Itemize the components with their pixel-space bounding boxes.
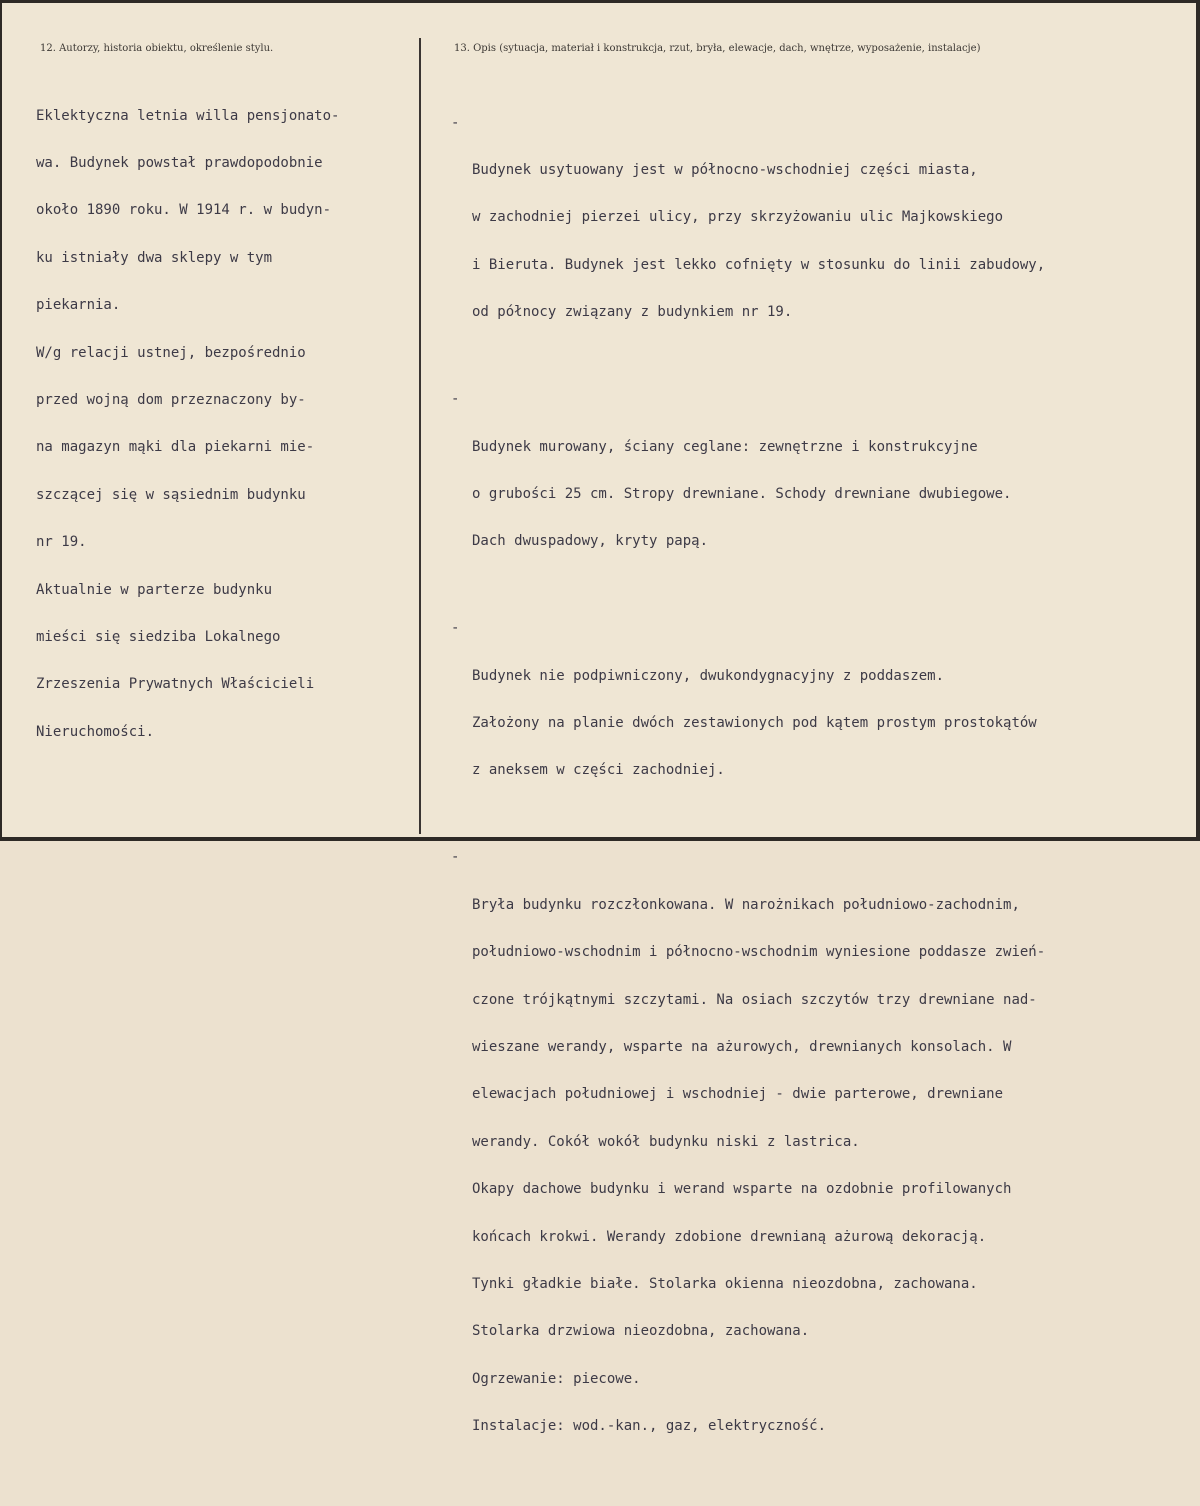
bullet-dash: - [451, 620, 460, 637]
description-line: i Bieruta. Budynek jest lekko cofnięty w stosunku do linii zabudowy, [472, 256, 1046, 273]
page-edge-left [0, 0, 2, 841]
history-text [36, 77, 339, 772]
description-line: z aneksem w części zachodniej. [472, 762, 725, 779]
section-13-header: 13. Opis (sytuacja, materiał i konstrukcja, rzut, bryła, elewacje, dach, wnętrze, wyposażenie, instalacje) [454, 43, 981, 54]
description-line: Budynek nie podpiwniczony, dwukondygnacyjny z poddaszem. [472, 667, 945, 684]
description-line: o grubości 25 cm. Stropy drewniane. Schody drewniane dwubiegowe. [472, 485, 1012, 502]
history-line: Zrzeszenia Prywatnych Właścicieli [36, 676, 315, 693]
description-line: czone trójkątnymi szczytami. Na osiach szczytów trzy drewniane nad- [472, 991, 1037, 1008]
description-line: od północy związany z budynkiem nr 19. [472, 304, 793, 321]
description-line: Budynek usytuowany jest w północno-wschodniej części miasta, [472, 161, 978, 178]
history-line: około 1890 roku. W 1914 r. w budyn- [36, 202, 332, 219]
history-line: Eklektyczna letnia willa pensjonato- [36, 107, 340, 124]
description-line: Tynki gładkie białe. Stolarka okienna nieozdobna, zachowana. [472, 1275, 978, 1292]
description-text [451, 84, 1045, 1506]
column-divider [419, 38, 421, 834]
description-line: Instalacje: wod.-kan., gaz, elektryczność. [472, 1418, 827, 1435]
description-line: Założony na planie dwóch zestawionych pod kątem prostym prostokątów [472, 715, 1037, 732]
page-edge-right [1196, 0, 1200, 841]
description-line: Okapy dachowe budynku i werand wsparte na ozdobnie profilowanych [472, 1181, 1012, 1198]
history-line: przed wojną dom przeznaczony by- [36, 391, 306, 408]
history-line: piekarnia. [36, 297, 121, 314]
description-line: elewacjach południowej i wschodniej - dwie parterowe, drewniane [472, 1086, 1004, 1103]
description-line: Bryła budynku rozczłonkowana. W narożnikach południowo-zachodnim, [472, 896, 1020, 913]
description-line: Budynek murowany, ściany ceglane: zewnętrzne i konstrukcyjne [472, 438, 978, 455]
description-line: południowo-wschodnim i północno-wschodnim wyniesione poddasze zwień- [472, 944, 1046, 961]
history-line: Nieruchomości. [36, 723, 155, 740]
history-line: wa. Budynek powstał prawdopodobnie [36, 154, 323, 171]
history-line: nr 19. [36, 534, 87, 551]
page-edge-top [0, 0, 1200, 3]
history-line: na magazyn mąki dla piekarni mie- [36, 439, 315, 456]
description-item [451, 621, 1045, 811]
history-line: Aktualnie w parterze budynku [36, 581, 273, 598]
description-line: wieszane werandy, wsparte na ażurowych, drewnianych konsolach. W [472, 1039, 1012, 1056]
description-item [451, 392, 1045, 582]
description-line: Stolarka drzwiowa nieozdobna, zachowana. [472, 1323, 810, 1340]
description-item [451, 116, 1045, 353]
bullet-dash: - [451, 114, 460, 131]
history-line: W/g relacji ustnej, bezpośrednio [36, 344, 306, 361]
description-line: Dach dwuspadowy, kryty papą. [472, 533, 709, 550]
section-12-header: 12. Autorzy, historia obiektu, określenie stylu. [40, 43, 274, 54]
description-line: końcach krokwi. Werandy zdobione drewnianą ażurową dekoracją. [472, 1228, 987, 1245]
description-line: werandy. Cokół wokół budynku niski z lastrica. [472, 1133, 860, 1150]
description-line: Ogrzewanie: piecowe. [472, 1370, 641, 1387]
history-line: ku istniały dwa sklepy w tym [36, 249, 273, 266]
description-line: w zachodniej pierzei ulicy, przy skrzyżowaniu ulic Majkowskiego [472, 209, 1004, 226]
bullet-dash: - [451, 849, 460, 866]
bullet-dash: - [451, 391, 460, 408]
history-line: mieści się siedziba Lokalnego [36, 628, 281, 645]
description-item [451, 850, 1045, 1466]
history-line: szczącej się w sąsiednim budynku [36, 486, 306, 503]
